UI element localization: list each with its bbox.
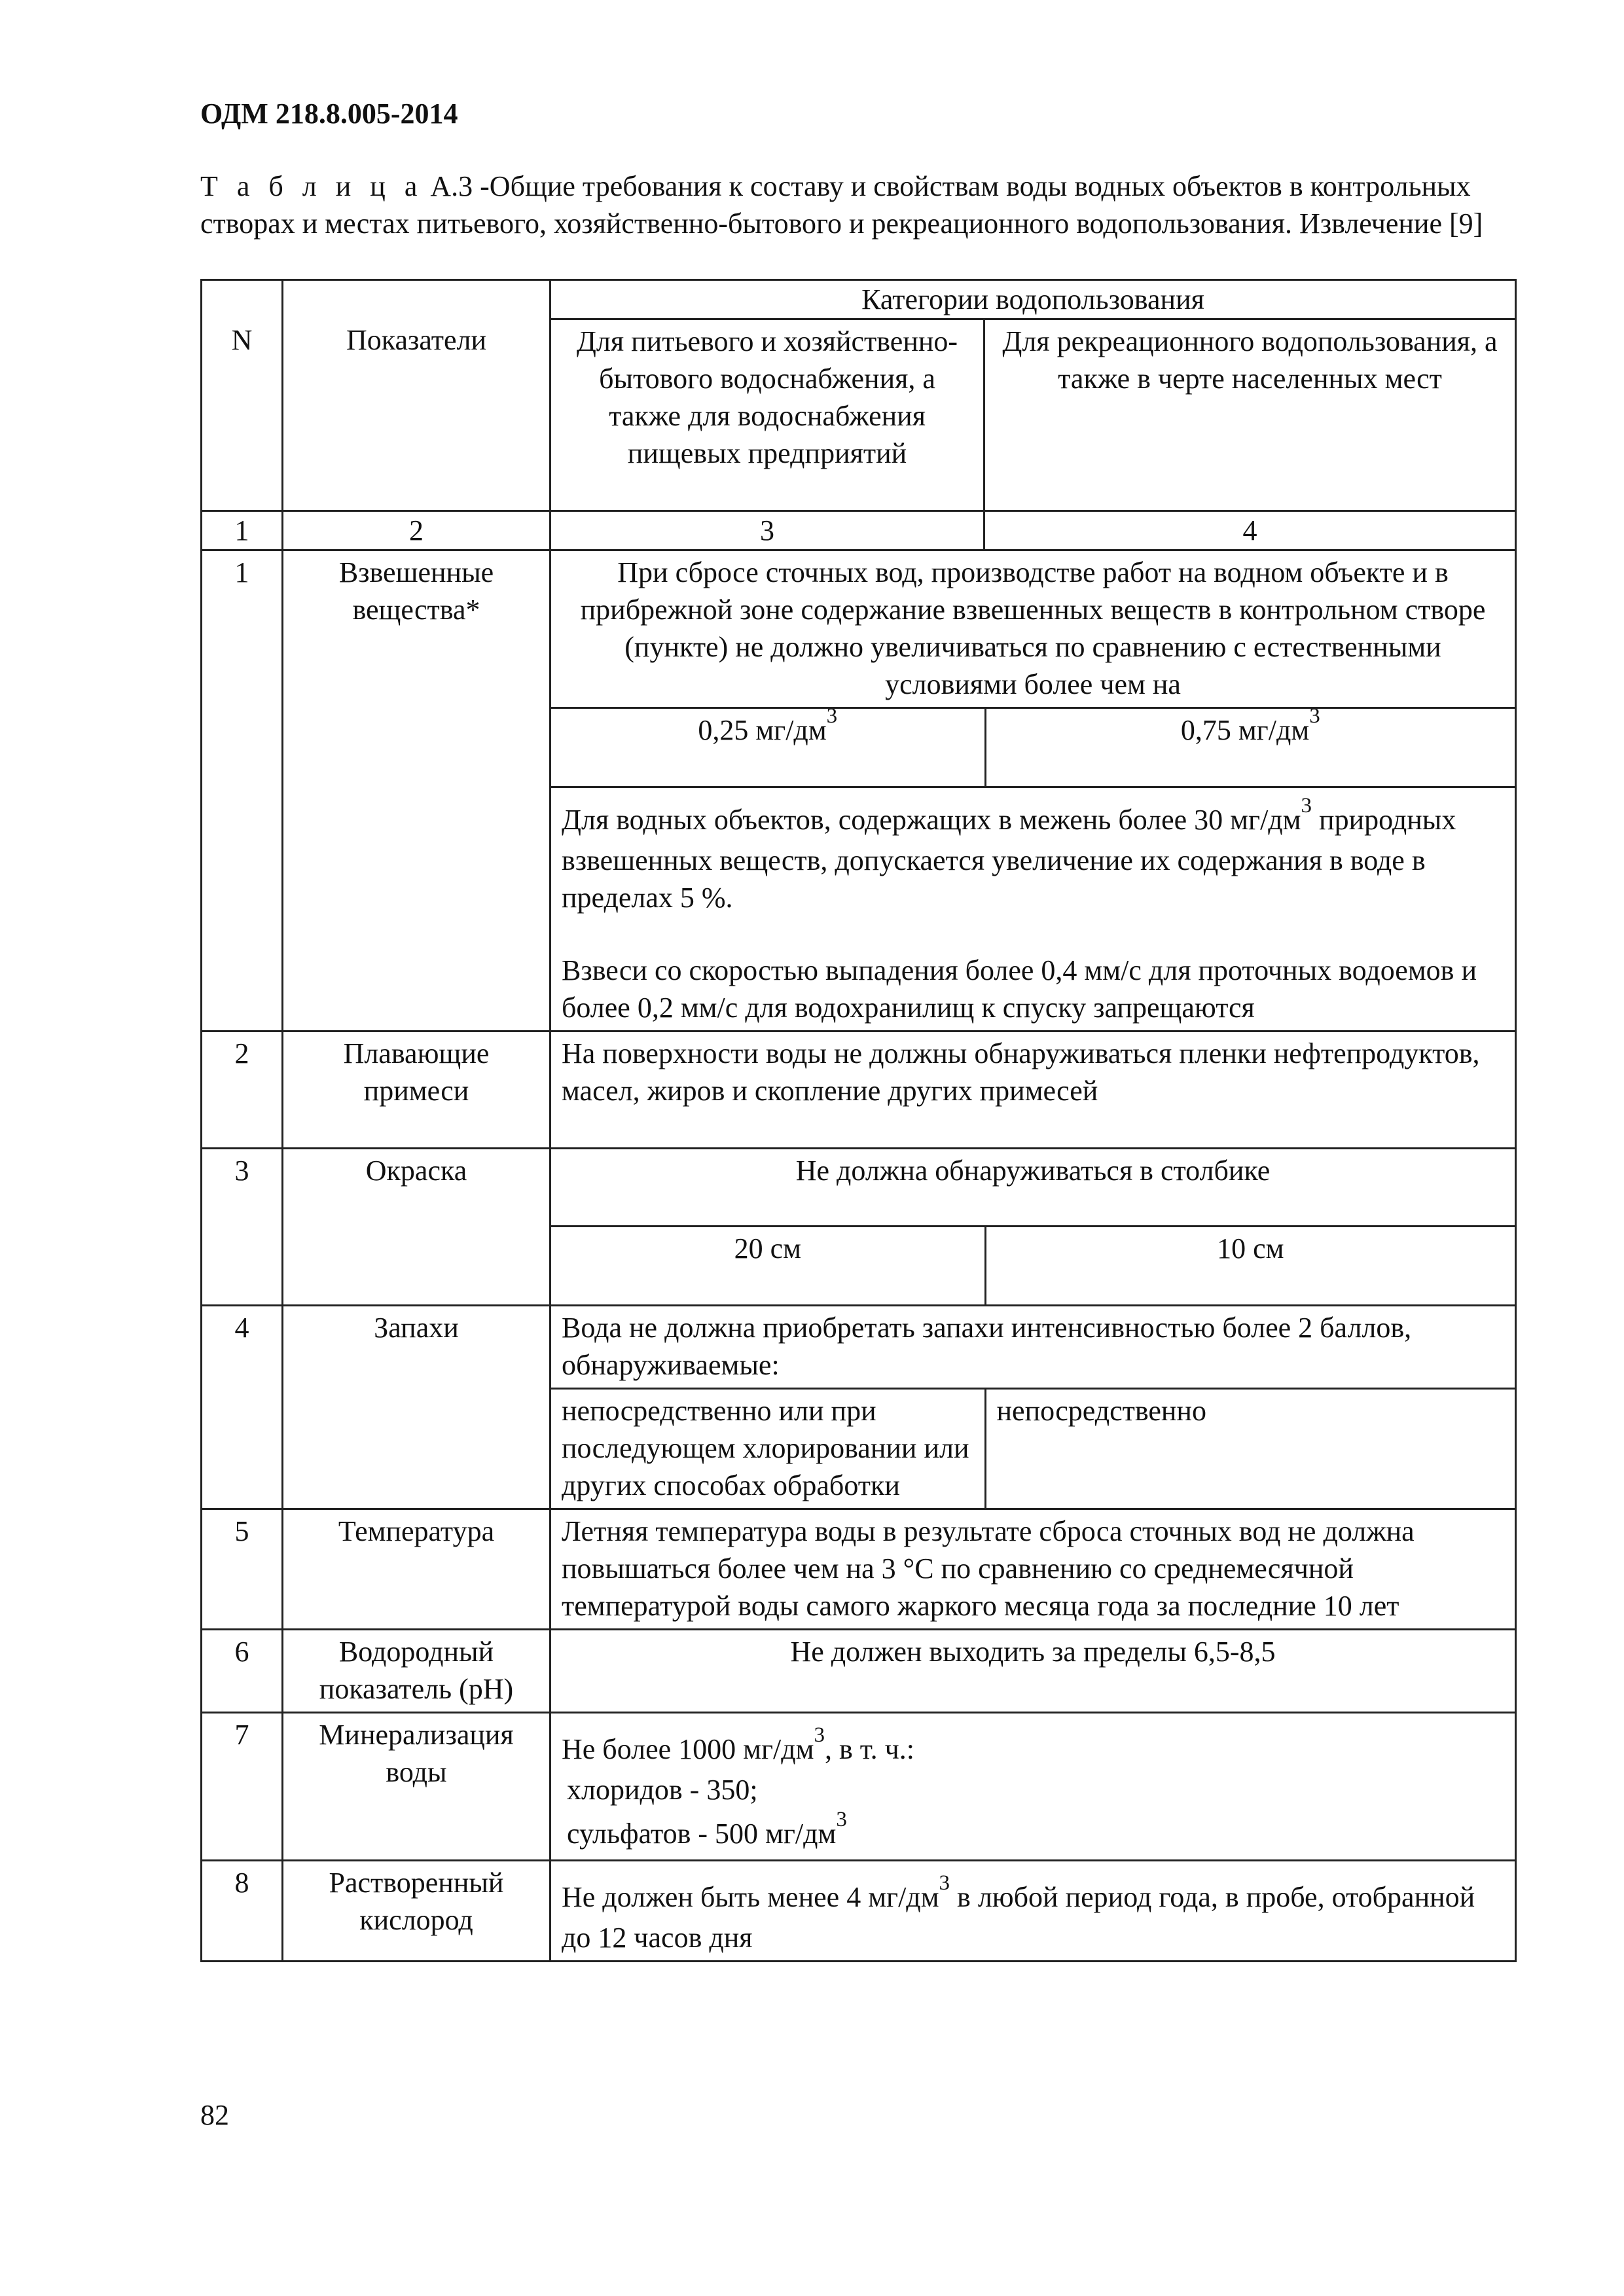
- column-number-row: [202, 511, 1516, 550]
- common-requirement: [550, 1713, 1516, 1861]
- common-requirement: Летняя температура воды в результате сброса сточных вод не должна повышаться более чем на 3 °С по сравнению со среднемесячной температурой воды самого жаркого месяца года за последние 10 лет: [550, 1509, 1516, 1630]
- recreational-value: непосредственно: [985, 1389, 1515, 1509]
- table-caption-text: А.3 -Общие требования к составу и свойствам воды водных объектов в контрольных створах и местах питьевого, хозяйственно-бытового и рекреационного водопользования. Извлечение [9]: [200, 170, 1483, 240]
- note-paragraph: Для водных объектов, содержащих в межень более 30 $мг/дм^3$ природных взвешенных веществ, допускается увеличение их содержания в воде в пределах 5 %.: [562, 794, 1456, 914]
- table-row: [202, 1861, 1516, 1962]
- table-row: [202, 1713, 1516, 1861]
- table-row: [202, 1509, 1516, 1630]
- row-number: 7: [202, 1713, 283, 1861]
- row-number: 1: [202, 550, 283, 1031]
- drinking-value: 20 см: [551, 1227, 985, 1305]
- recreational-value: 10 см: [985, 1227, 1515, 1305]
- superscript-3: 3: [826, 704, 838, 728]
- table-row: [202, 1149, 1516, 1306]
- header-n: N: [202, 280, 283, 511]
- recreational-value: 0,75 $мг/дм^3$: [985, 708, 1515, 787]
- row-content: [550, 550, 1516, 1031]
- column-number-3: 3: [550, 511, 984, 550]
- indicator-name: Запахи: [283, 1306, 550, 1509]
- drinking-value: непосредственно или при последующем хлорировании или других способах обработки: [551, 1389, 985, 1509]
- superscript-3: 3: [836, 1808, 847, 1831]
- superscript-3: 3: [939, 1871, 950, 1895]
- indicator-name: Плавающие примеси: [283, 1031, 550, 1149]
- indicator-name: Растворенный кислород: [283, 1861, 550, 1962]
- column-number-1: 1: [202, 511, 283, 550]
- table-row: [202, 1630, 1516, 1713]
- common-requirement: Не должна обнаруживаться в столбике: [795, 1155, 1271, 1187]
- drinking-value: 0,25 $мг/дм^3$: [551, 708, 985, 787]
- table-caption-label: Т а б л и ц а: [200, 170, 424, 202]
- common-requirement: Вода не должна приобретать запахи интенсивностью более 2 баллов, обнаруживаемые:: [562, 1312, 1412, 1381]
- water-requirements-table: [200, 279, 1517, 1962]
- header-categories: Категории водопользования: [550, 280, 1516, 319]
- table-caption: [200, 168, 1523, 242]
- row-number: 8: [202, 1861, 283, 1962]
- header-recreational: Для рекреационного водопользования, а также в черте населенных мест: [984, 319, 1516, 511]
- header-drinking: Для питьевого и хозяйственно-бытового водоснабжения, а также для водоснабжения пищевых предприятий: [550, 319, 984, 511]
- common-requirement: При сбросе сточных вод, производстве работ на водном объекте и в прибрежной зоне содержание взвешенных веществ в контрольном створе (пункте) не должно увеличиваться по сравнению с естественными условиями более чем на: [580, 556, 1486, 700]
- note-cell: [551, 787, 1515, 1031]
- superscript-3: 3: [814, 1723, 825, 1747]
- superscript-3: 3: [1309, 704, 1320, 728]
- indicator-name: Окраска: [283, 1149, 550, 1306]
- odor-subtable: [551, 1306, 1515, 1508]
- document-code: ОДМ 218.8.005-2014: [200, 98, 458, 130]
- row-content: [550, 1306, 1516, 1509]
- indicator-name: Взвешенные вещества*: [283, 550, 550, 1031]
- color-subtable: [551, 1149, 1515, 1304]
- mineralization-sulfates: сульфатов - 500 $мг/дм^3$: [567, 1808, 847, 1850]
- table-row: [202, 1031, 1516, 1149]
- column-number-4: 4: [984, 511, 1516, 550]
- header-indicators: Показатели: [283, 280, 550, 511]
- common-requirement: На поверхности воды не должны обнаруживаться пленки нефтепродуктов, масел, жиров и скопление других примесей: [550, 1031, 1516, 1149]
- indicator-name: Минерализация воды: [283, 1713, 550, 1861]
- header-row: [202, 280, 1516, 319]
- indicator-name: Водородный показатель (рН): [283, 1630, 550, 1713]
- suspended-matter-subtable: [551, 551, 1515, 1030]
- mineralization-total: Не более 1000 $мг/дм^3$, в т. ч.:: [562, 1723, 915, 1765]
- page-number: 82: [200, 2099, 229, 2131]
- common-requirement: Не должен выходить за пределы 6,5-8,5: [550, 1630, 1516, 1713]
- superscript-3: 3: [1301, 794, 1312, 817]
- row-number: 3: [202, 1149, 283, 1306]
- mineralization-chlorides: хлоридов - 350;: [567, 1774, 758, 1806]
- row-number: 4: [202, 1306, 283, 1509]
- note-paragraph: Взвеси со скоростью выпадения более 0,4 мм/с для проточных водоемов и более 0,2 мм/с для водохранилищ к спуску запрещаются: [562, 954, 1477, 1024]
- table-row: [202, 1306, 1516, 1509]
- row-number: 2: [202, 1031, 283, 1149]
- common-requirement: Не должен быть менее 4 $мг/дм^3$ в любой период года, в пробе, отобранной до 12 часов дня: [550, 1861, 1516, 1962]
- indicator-name: Температура: [283, 1509, 550, 1630]
- row-number: 5: [202, 1509, 283, 1630]
- column-number-2: 2: [283, 511, 550, 550]
- table-row: [202, 550, 1516, 1031]
- row-number: 6: [202, 1630, 283, 1713]
- row-content: [550, 1149, 1516, 1306]
